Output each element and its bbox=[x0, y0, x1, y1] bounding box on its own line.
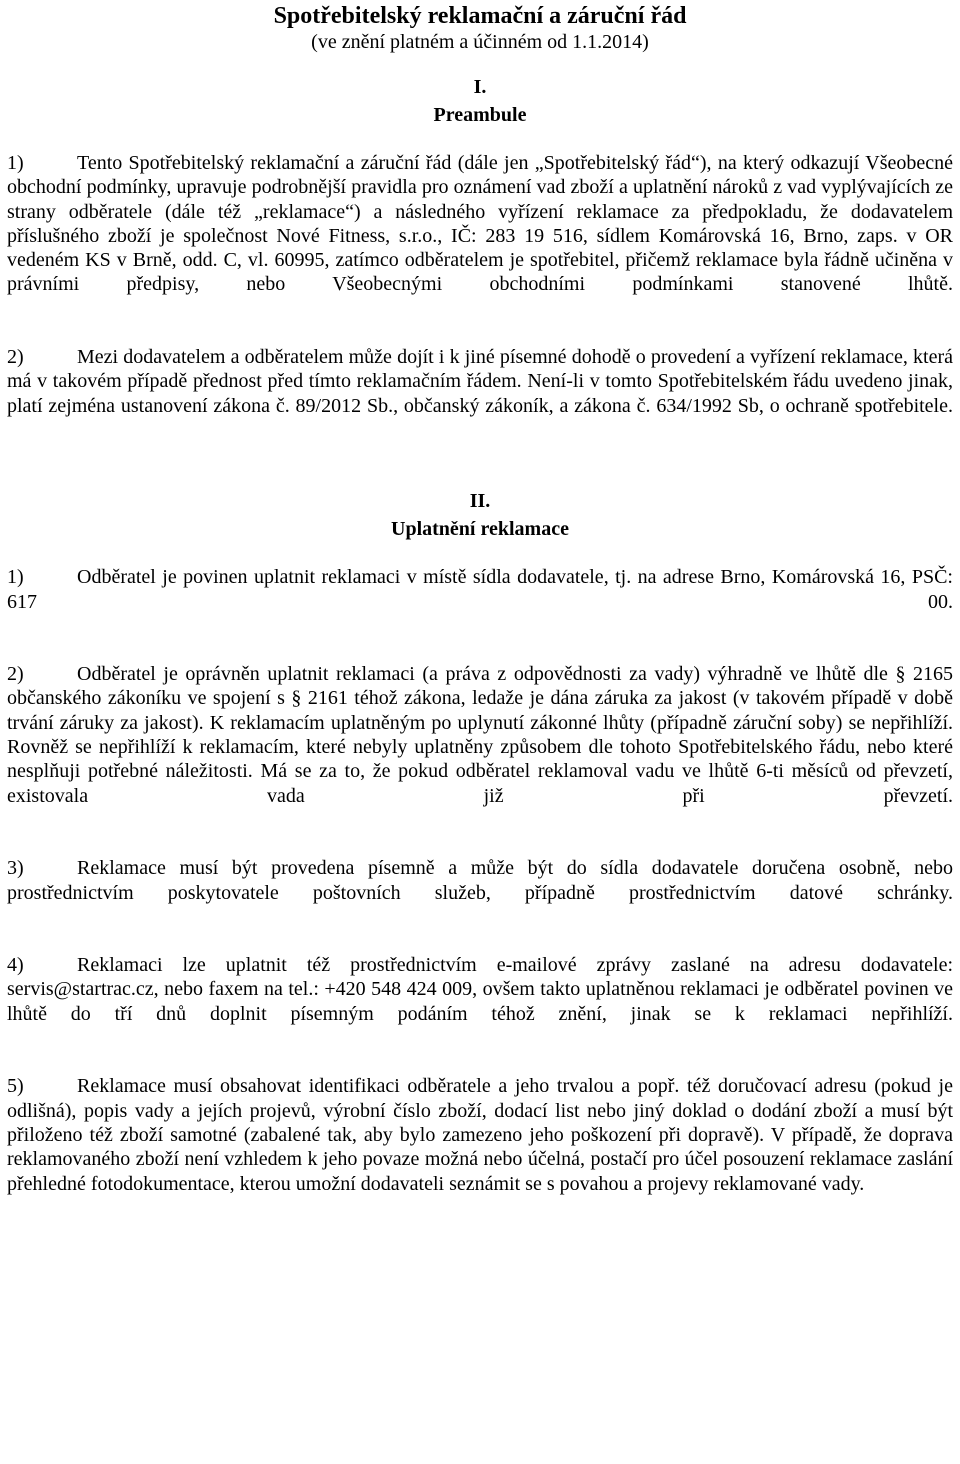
paragraph bbox=[7, 662, 953, 832]
paragraph-number: 2) bbox=[7, 663, 24, 686]
paragraph bbox=[7, 856, 953, 929]
section-number: I. bbox=[473, 76, 487, 98]
paragraph-number: 4) bbox=[7, 954, 24, 977]
paragraph-number: 1) bbox=[7, 152, 24, 174]
paragraph-text: Tento Spotřebitelský reklamační a záruční řád (dále jen „Spotřebitelský řád“), na který odkazují Všeobecné obchodní podmínky, upravuje podrobnější pravidla pro oznámení vad zboží a uplatnění nároků z vad vyplývajících ze strany odběratele (dále též „reklamace“) a následného vyřízení reklamace za předpokladu, že dodavatelem příslušného zboží je společnost Nové Fitness, s.r.o., IČ: 283 19 516, sídlem Komárovská 16, Brno, zaps. v OR vedeném KS v Brně, odd. C, vl. 60995, zatímco odběratelem je spotřebitel, přičemž reklamace byla řádně učiněna v právními předpisy, nebo Všeobecnými obchodními podmínkami stanovené lhůtě. bbox=[7, 152, 953, 296]
paragraph bbox=[7, 345, 953, 442]
paragraph bbox=[7, 953, 953, 1050]
paragraph-number: 2) bbox=[7, 346, 24, 369]
document-title: Spotřebitelský reklamační a záruční řád bbox=[273, 3, 687, 29]
paragraph-number: 3) bbox=[7, 857, 24, 880]
section-number: II. bbox=[469, 490, 491, 513]
paragraph bbox=[7, 1074, 953, 1195]
paragraph-text: Odběratel je oprávněn uplatnit reklamaci (a práva z odpovědnosti za vady) výhradně ve lhůtě dle § 2165 občanského zákoníku ve spojení s § 2161 téhož zákona, ledaže je dána záruka za jakost (v takovém případě v době trvání záruky za jakost). K reklamacím uplatněným po uplynutí zákonné lhůty (případně záruční soby) se nepřihlíží. Rovněž se nepřihlíží k reklamacím, které nebyly uplatněny způsobem dle tohoto Spotřebitelského řádu, nebo které nesplňuji potřebné náležitosti. Má se za to, že pokud odběratel reklamoval vadu ve lhůtě 6-ti měsíců od převzetí, existovala vada již při převzetí. bbox=[7, 663, 953, 807]
section-heading: Preambule bbox=[433, 104, 527, 126]
paragraph bbox=[7, 565, 953, 638]
paragraph-number: 1) bbox=[7, 566, 24, 589]
paragraph-number: 5) bbox=[7, 1075, 24, 1098]
section-heading: Uplatnění reklamace bbox=[391, 518, 569, 541]
paragraph-text: Reklamace musí být provedena písemně a může být do sídla dodavatele doručena osobně, nebo prostřednictvím poskytovatele poštovních služeb, případně prostřednictvím datové schránky. bbox=[7, 857, 953, 904]
paragraph-text: Reklamace musí obsahovat identifikaci odběratele a jeho trvalou a popř. též doručovací adresu (pokud je odlišná), popis vady a jejích projevů, výrobní číslo zboží, dodací list nebo jiný doklad o dodání zboží a musí být přiloženo též zboží samotné (zabalené tak, aby bylo zamezeno jeho poškození při dopravě). V případě, že doprava reklamovaného zboží není vzhledem k jeho povaze možná nebo účelná, postačí pro účel posouzení reklamace zaslání přehledné fotodokumentace, kterou umožní dodavateli seznámit se s povahou a projevy reklamované vady. bbox=[7, 1075, 953, 1195]
paragraph-text: Mezi dodavatelem a odběratelem může dojít i k jiné písemné dohodě o provedení a vyřízení reklamace, která má v takovém případě přednost před tímto reklamačním řádem. Není-li v tomto Spotřebitelském řádu uvedeno jinak, platí zejména ustanovení zákona č. 89/2012 Sb., občanský zákoník, a zákona č. 634/1992 Sb, o ochraně spotřebitele. bbox=[7, 346, 953, 417]
paragraph-text: Odběratel je povinen uplatnit reklamaci v místě sídla dodavatele, tj. na adrese Brno, Komárovská 16, PSČ: 617 00. bbox=[7, 566, 953, 613]
document-subtitle: (ve znění platném a účinném od 1.1.2014) bbox=[311, 31, 649, 53]
paragraph bbox=[7, 151, 953, 321]
paragraph-text: Reklamaci lze uplatnit též prostřednictvím e-mailové zprávy zaslané na adresu dodavatele: servis@startrac.cz, nebo faxem na tel.: +420 548 424 009, ovšem takto uplatněnou reklamaci je odběratel povinen ve lhůtě do tří dnů doplnit písemným podáním téhož znění, jinak se k reklamaci nepřihlíží. bbox=[7, 954, 953, 1025]
